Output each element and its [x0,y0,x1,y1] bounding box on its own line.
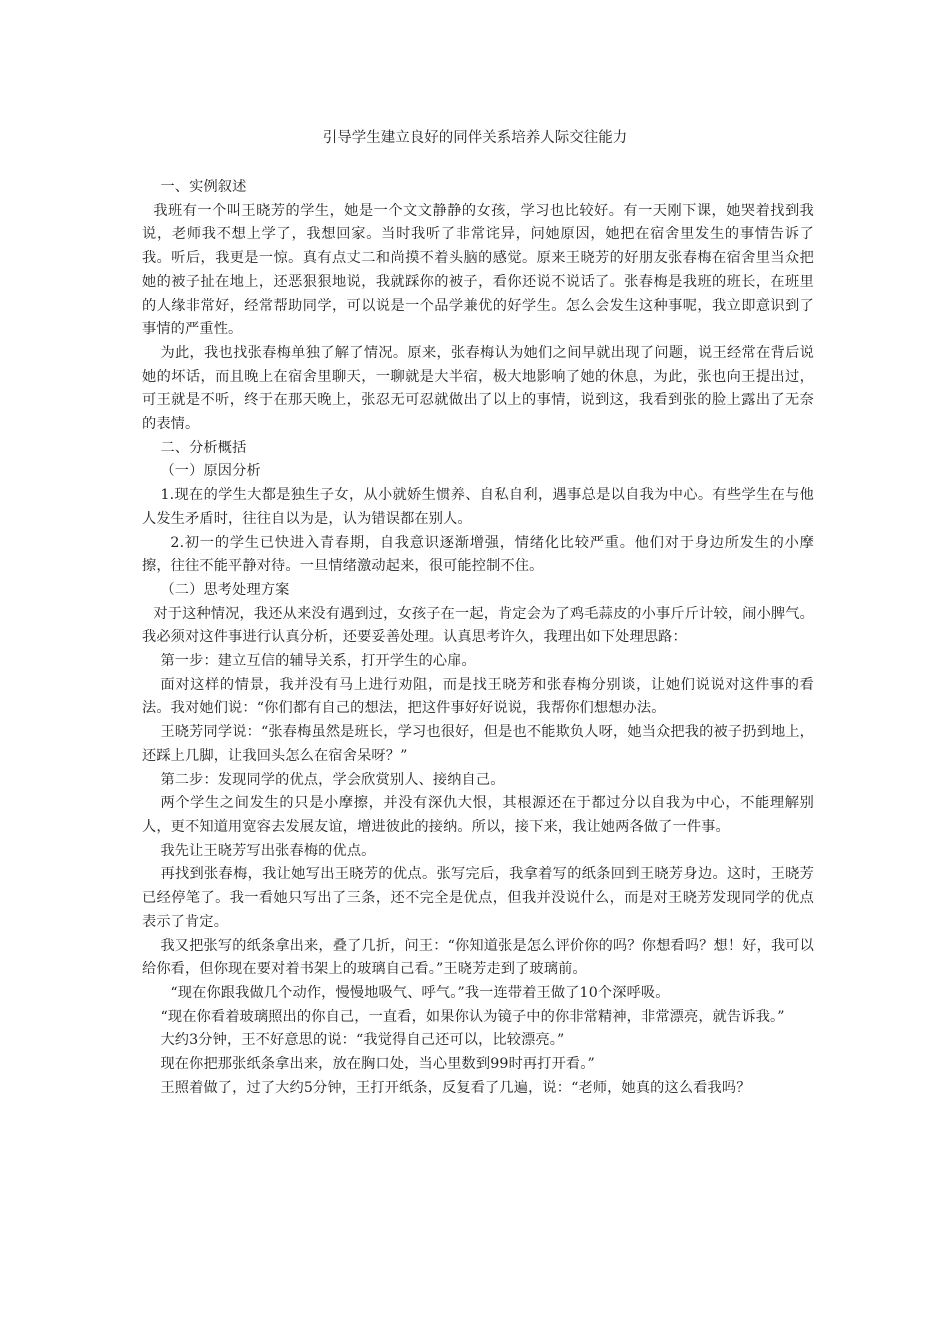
paragraph: 再找到张春梅，我让她写出王晓芳的优点。张写完后，我拿着写的纸条回到王晓芳身边。这时，王晓芳已经停笔了。我一看她只写出了三条，还不完全是优点，但我并没说什么，而是对王晓芳发现同学的优点表示了肯定。 [142,866,814,930]
document-body [142,176,814,1100]
paragraph: 面对这样的情景，我并没有马上进行劝阻，而是找王晓芳和张春梅分别谈，让她们说说对这件事的看法。我对她们说：“你们都有自己的想法，把这件事好好说说，我帮你们想想办法。 [142,676,814,717]
paragraph: 大约3分钟，王不好意思的说：“我觉得自己还可以，比较漂亮。” [160,1032,565,1049]
paragraph: 我又把张写的纸条拿出来，叠了几折，问王：“你知道张是怎么评价你的吗？你想看吗？想！好，我可以给你看，但你现在要对着书架上的玻璃自己看。”王晓芳走到了玻璃前。 [142,937,814,978]
paragraph: 第一步：建立互信的辅导关系，打开学生的心扉。 [160,653,476,670]
paragraph: 1.现在的学生大都是独生子女，从小就娇生惯养、自私自利，遇事总是以自我为中心。有些学生在与他人发生矛盾时，往往自以为是，认为错误都在别人。 [142,487,814,527]
paragraph: 现在你把那张纸条拿出来，放在胸口处，当心里数到99时再打开看。” [160,1056,595,1073]
paragraph: 对于这种情况，我还从来没有遇到过，女孩子在一起，肯定会为了鸡毛蒜皮的小事斤斤计较，闹小脾气。我必须对这件事进行认真分析，还要妥善处理。认真思考许久，我理出如下处理思路： [142,605,814,646]
paragraph: （二）思考处理方案 [160,581,290,598]
paragraph: 我班有一个叫王晓芳的学生，她是一个文文静静的女孩，学习也比较好。有一天刚下课，她哭着找到我说，老师我不想上学了，我想回家。当时我听了非常诧异，问她原因，她把在宿舍里发生的事情告诉了我。听后，我更是一惊。真有点丈二和尚摸不着头脑的感觉。原来王晓芳的好朋友张春梅在宿舍里当众把她的被子扯在地上，还恶狠狠地说，我就踩你的被子，看你还说不说话了。张春梅是我班的班长，在班里的人缘非常好，经常帮助同学，可以说是一个品学兼优的好学生。怎么会发生这种事呢，我立即意识到了事情的严重性。 [142,202,814,338]
section-heading: 二、分析概括 [160,439,247,456]
paragraph: （一）原因分析 [160,463,261,480]
paragraph: 为此，我也找张春梅单独了解了情况。原来，张春梅认为她们之间早就出现了问题，说王经常在背后说她的坏话，而且晚上在宿舍里聊天，一聊就是大半宿，极大地影响了她的休息，为此，张也向王提出过，可王就是不听，终于在那天晚上，张忍无可忍就做出了以上的事情，说到这，我看到张的脸上露出了无奈的表情。 [142,344,814,433]
paragraph: 王照着做了，过了大约5分钟，王打开纸条，反复看了几遍，说：“老师，她真的这么看我吗？ [160,1079,751,1096]
section-heading: 一、实例叙述 [160,179,247,195]
paragraph: 两个学生之间发生的只是小摩擦，并没有深仇大恨，其根源还在于都过分以自我为中心，不能理解别人，更不知道用宽容去发展友谊，增进彼此的接纳。所以，接下来，我让她两各做了一件事。 [142,795,814,835]
paragraph: 第二步：发现同学的优点，学会欣赏别人、接纳自己。 [160,771,505,788]
paragraph: 王晓芳同学说：“张春梅虽然是班长，学习也很好，但是也不能欺负人呀，她当众把我的被子扔到地上，还踩上几脚，让我回头怎么在宿舍呆呀？” [142,724,814,764]
paragraph: 2.初一的学生已快进入青春期，自我意识逐渐增强，情绪化比较严重。他们对于身边所发生的小摩擦，往往不能平静对待。一旦情绪激动起来，很可能控制不住。 [142,534,814,575]
paragraph: 我先让王晓芳写出张春梅的优点。 [160,842,376,859]
paragraph: “现在你跟我做几个动作，慢慢地吸气、呼气。”我一连带着王做了10个深呼吸。 [170,984,670,1001]
paragraph: “现在你看着玻璃照出的你自己，一直看，如果你认为镜子中的你非常精神，非常漂亮，就告诉我。” [160,1008,785,1025]
document-title: 引导学生建立良好的同伴关系培养人际交往能力 [322,130,628,146]
